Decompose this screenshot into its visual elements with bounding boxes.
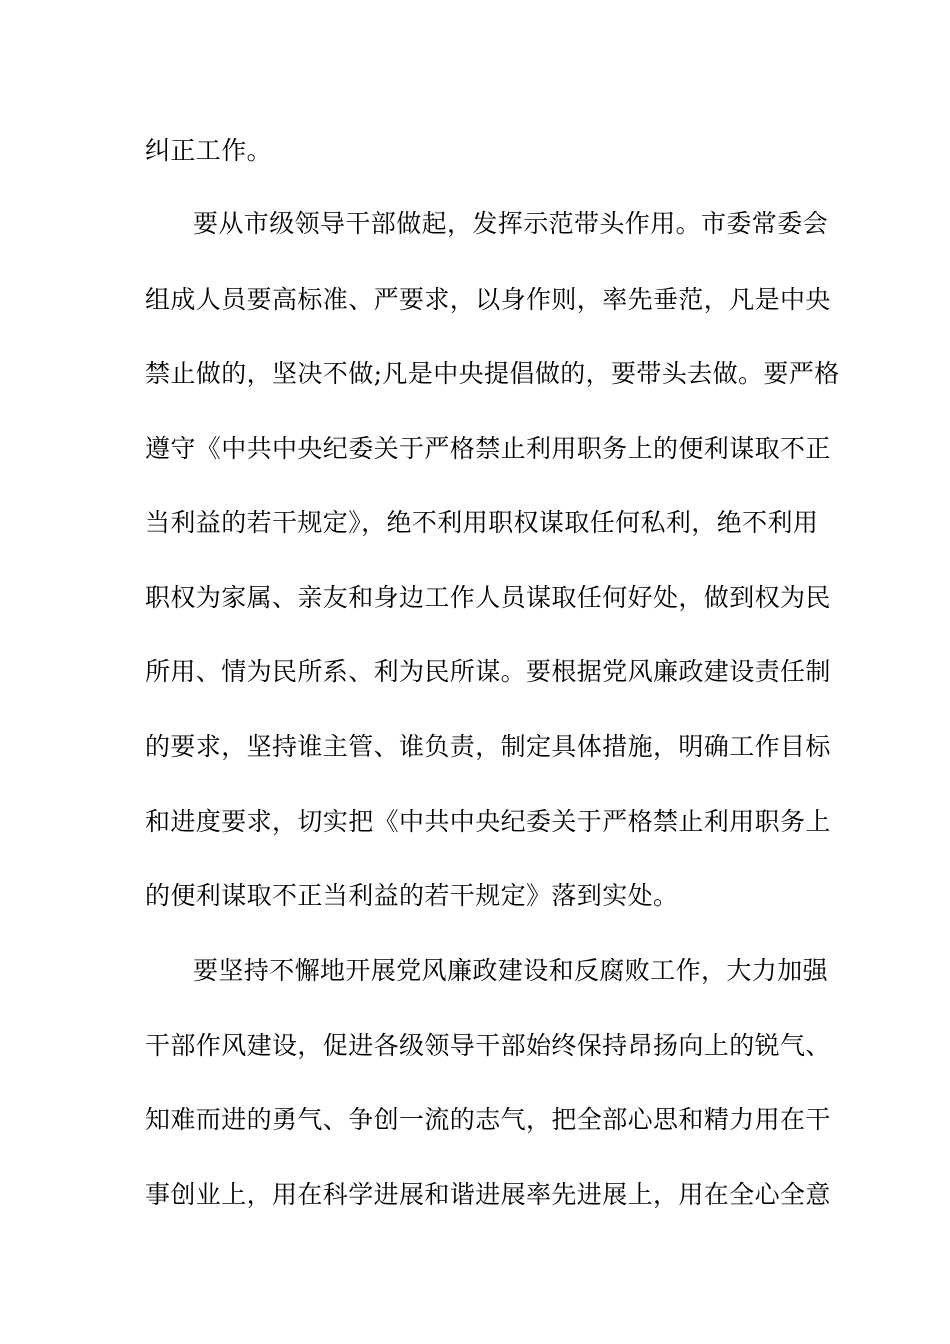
text-line: 纠正工作。 — [145, 136, 273, 165]
text-line: 要从市级领导干部做起，发挥示范带头作用。市委常委会 — [193, 209, 829, 238]
text-line: 事创业上，用在科学进展和谐进展率先进展上，用在全心全意 — [145, 1180, 831, 1209]
text-line: 的要求，坚持谁主管、谁负责，制定具体措施，明确工作目标 — [145, 732, 831, 761]
text-line: 所用、情为民所系、利为民所谋。要根据党风廉政建设责任制 — [145, 657, 831, 686]
text-line: 要坚持不懈地开展党风廉政建设和反腐败工作，大力加强 — [193, 956, 829, 985]
text-line: 遵守《中共中央纪委关于严格禁止利用职务上的便利谋取不正 — [145, 434, 831, 463]
text-line: 知难而进的勇气、争创一流的志气，把全部心思和精力用在干 — [145, 1105, 831, 1134]
text-line: 的便利谋取不正当利益的若干规定》落到实处。 — [145, 881, 679, 910]
text-line: 当利益的若干规定》，绝不利用职权谋取任何私利，绝不利用 — [145, 508, 819, 537]
text-line: 组成人员要高标准、严要求，以身作则，率先垂范，凡是中央 — [145, 285, 831, 314]
text-line: 职权为家属、亲友和身边工作人员谋取任何好处，做到权为民 — [145, 583, 831, 612]
text-line: 和进度要求，切实把《中共中央纪委关于严格禁止利用职务上 — [145, 807, 831, 836]
text-line: 干部作风建设，促进各级领导干部始终保持昂扬向上的锐气、 — [145, 1031, 831, 1060]
text-line: 禁止做的，坚决不做;凡是中央提倡做的，要带头去做。要严格 — [145, 359, 840, 388]
